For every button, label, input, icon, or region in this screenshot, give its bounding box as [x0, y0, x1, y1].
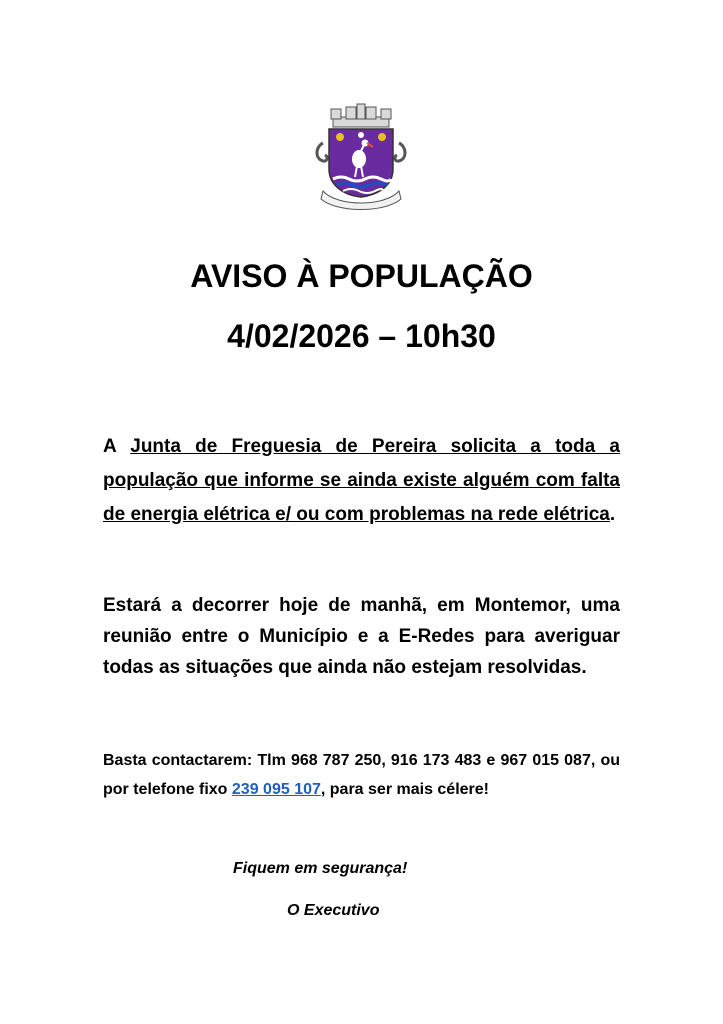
closing-signature: O Executivo	[287, 902, 380, 919]
request-paragraph	[103, 430, 620, 532]
contact-paragraph-lead: Basta contactarem: Tlm 968 787 250, 916 173 483 e 967 015 087, ou por telefone fixo	[103, 752, 620, 798]
contact-paragraph	[103, 746, 620, 804]
request-paragraph-underlined: Junta de Freguesia de Pereira solicita a toda a população que informe se ainda existe alguém com falta de energia elétrica e/ ou com problemas na rede elétrica	[103, 436, 620, 525]
landline-phone-link[interactable]: 239 095 107	[231, 781, 321, 798]
coat-of-arms-logo	[313, 103, 409, 215]
request-paragraph-lead: A	[103, 436, 131, 457]
closing-safety-line: Fiquem em segurança!	[233, 860, 408, 877]
request-paragraph-end: .	[609, 504, 616, 525]
notice-title: AVISO À POPULAÇÃO	[190, 258, 533, 294]
shield-icon	[329, 129, 393, 197]
notice-datetime: 4/02/2026 – 10h30	[227, 318, 496, 354]
mural-crown-icon	[331, 104, 391, 127]
contact-paragraph-end: , para ser mais célere!	[320, 781, 489, 798]
meeting-paragraph: Estará a decorrer hoje de manhã, em Montemor, uma reunião entre o Município e a E-Redes para averiguar todas as situações que ainda não estejam resolvidas.	[103, 595, 620, 678]
